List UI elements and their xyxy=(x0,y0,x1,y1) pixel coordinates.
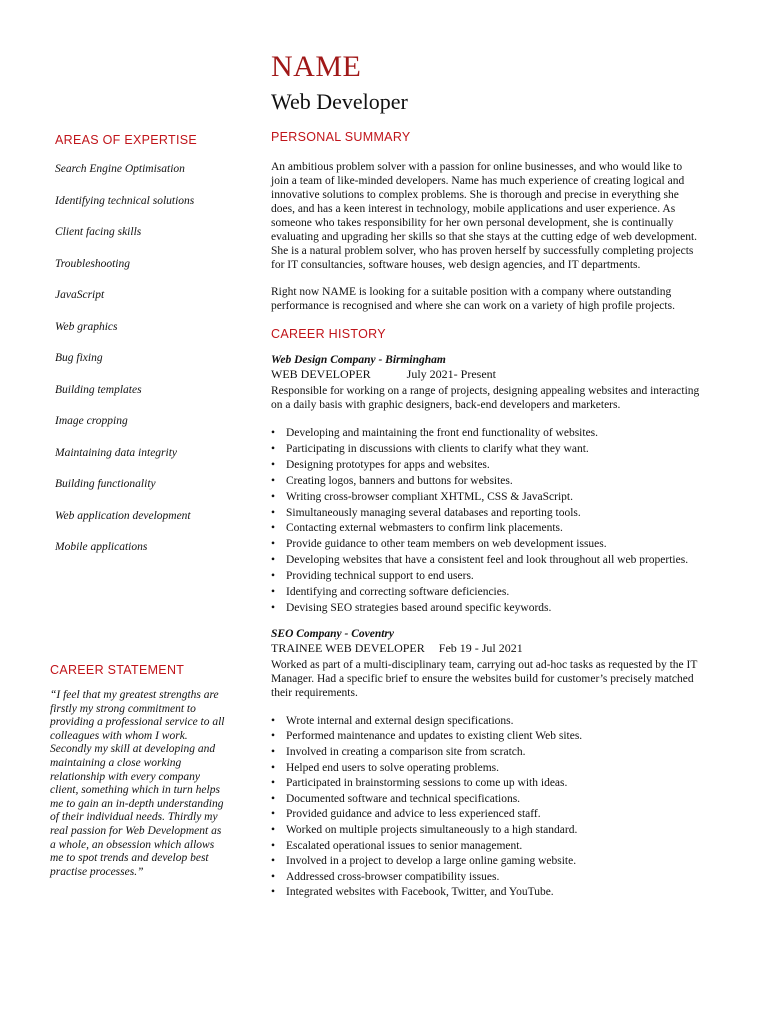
expertise-heading: AREAS OF EXPERTISE xyxy=(55,133,198,147)
bullet-item: • Wrote internal and external design specifications. xyxy=(286,714,701,730)
expertise-item: Search Engine Optimisation xyxy=(55,163,185,175)
bullet-item: • Providing technical support to end users. xyxy=(286,569,701,585)
expertise-item: Identifying technical solutions xyxy=(55,194,195,207)
job-1-company: Web Design Company - Birmingham xyxy=(271,354,446,366)
career-history-heading: CAREER HISTORY xyxy=(271,327,386,341)
expertise-list xyxy=(55,161,220,555)
expertise-item: Web application development xyxy=(55,509,191,522)
job-1-dates: July 2021- Present xyxy=(406,367,496,381)
bullet-item: • Addressed cross-browser compatibility issues. xyxy=(286,870,701,886)
expertise-item: Web graphics xyxy=(55,320,118,333)
bullet-item: • Identifying and correcting software deficiencies. xyxy=(286,585,701,601)
bullet-item: • Performed maintenance and updates to existing client Web sites. xyxy=(286,729,701,745)
expertise-item: Troubleshooting xyxy=(55,257,130,270)
job-2-description: Worked as part of a multi-disciplinary team, carrying out ad-hoc tasks as requested by the IT Manager. Had a specific brief to ensure the websites build for customer’s precisely matched their requirements. xyxy=(271,658,698,699)
expertise-item: Bug fixing xyxy=(55,352,103,364)
expertise-item: Image cropping xyxy=(55,415,128,427)
bullet-item: • Worked on multiple projects simultaneously to a high standard. xyxy=(286,823,701,839)
job-2-dates: Feb 19 - Jul 2021 xyxy=(438,640,523,655)
bullet-item: • Provided guidance and advice to less experienced staff. xyxy=(286,807,701,823)
job-2-title-line xyxy=(271,641,701,655)
career-statement-heading: CAREER STATEMENT xyxy=(50,663,185,677)
bullet-item: • Involved in a project to develop a large online gaming website. xyxy=(286,854,701,870)
expertise-item: Building templates xyxy=(55,383,142,396)
job-title: Web Developer xyxy=(271,89,408,114)
personal-summary-heading: PERSONAL SUMMARY xyxy=(271,130,411,144)
career-statement-text: “I feel that my greatest strengths are firstly my strong commitment to providing a professional service to all colleagues with whom I work. Secondly my skill at developing and maintaining a close working relationship with every company client, something which in turn helps me to gain an in-depth understanding of their individual needs. Thirdly my real passion for Web Development as a whole, an obsession which allows me to spot trends and develop best practise processes.” xyxy=(50,689,225,878)
expertise-item: Building functionality xyxy=(55,478,156,490)
job-2-position: TRAINEE WEB DEVELOPER xyxy=(271,640,425,655)
bullet-item: • Contacting external webmasters to confirm link placements. xyxy=(286,521,701,537)
bullet-item: • Helped end users to solve operating problems. xyxy=(286,761,701,777)
summary-paragraph-2: Right now NAME is looking for a suitable position with a company where outstanding performance is recognised and where she can work on a variety of high profile projects. xyxy=(271,286,675,312)
bullet-item: • Participating in discussions with clients to clarify what they want. xyxy=(286,442,701,458)
expertise-item: Mobile applications xyxy=(55,541,148,553)
right-column xyxy=(271,130,701,901)
bullet-item: • Creating logos, banners and buttons for websites. xyxy=(286,474,701,490)
bullet-item: • Simultaneously managing several databases and reporting tools. xyxy=(286,506,701,522)
left-column xyxy=(55,133,220,571)
job-1-bullets xyxy=(271,426,701,617)
bullet-item: • Integrated websites with Facebook, Twitter, and YouTube. xyxy=(286,885,701,901)
job-2-bullets xyxy=(271,714,701,901)
bullet-item: • Provide guidance to other team members on web development issues. xyxy=(286,537,701,553)
bullet-item: • Documented software and technical specifications. xyxy=(286,792,701,808)
expertise-item: Client facing skills xyxy=(55,226,142,238)
bullet-item: • Developing websites that have a consistent feel and look throughout all web properties. xyxy=(286,553,701,569)
expertise-item: Maintaining data integrity xyxy=(55,446,178,459)
bullet-item: • Involved in creating a comparison site from scratch. xyxy=(286,745,701,761)
bullet-item: • Developing and maintaining the front end functionality of websites. xyxy=(286,426,701,442)
summary-paragraph-1: An ambitious problem solver with a passion for online businesses, and who would like to join a team of like-minded developers. Name has much experience of creating logical and innovative solutions to complex problems. She is thorough and precise in everything she does, and has a keen interest in technology, mobile applications and user experience. As someone who takes responsibility for her own personal development, she is continually evaluating and upgrading her skills so that she stays at the cutting edge of web development. She is a natural problem solver, who has proven herself by successfully completing projects for IT consultancies, software houses, web design agencies, and IT departments. xyxy=(271,161,698,271)
expertise-item: JavaScript xyxy=(55,289,105,301)
bullet-item: • Devising SEO strategies based around specific keywords. xyxy=(286,601,701,617)
bullet-item: • Participated in brainstorming sessions to come up with ideas. xyxy=(286,776,701,792)
bullet-item: • Designing prototypes for apps and websites. xyxy=(286,458,701,474)
job-1-title-line xyxy=(271,367,701,381)
job-1-description: Responsible for working on a range of projects, designing appealing websites and interacting on a daily basis with graphic designers, back-end developers and marketers. xyxy=(271,385,700,411)
bullet-item: • Escalated operational issues to senior management. xyxy=(286,839,701,855)
candidate-name: NAME xyxy=(271,50,362,83)
bullet-item: • Writing cross-browser compliant XHTML, CSS & JavaScript. xyxy=(286,490,701,506)
job-2-company: SEO Company - Coventry xyxy=(271,627,394,640)
job-1-position: WEB DEVELOPER xyxy=(271,367,371,381)
